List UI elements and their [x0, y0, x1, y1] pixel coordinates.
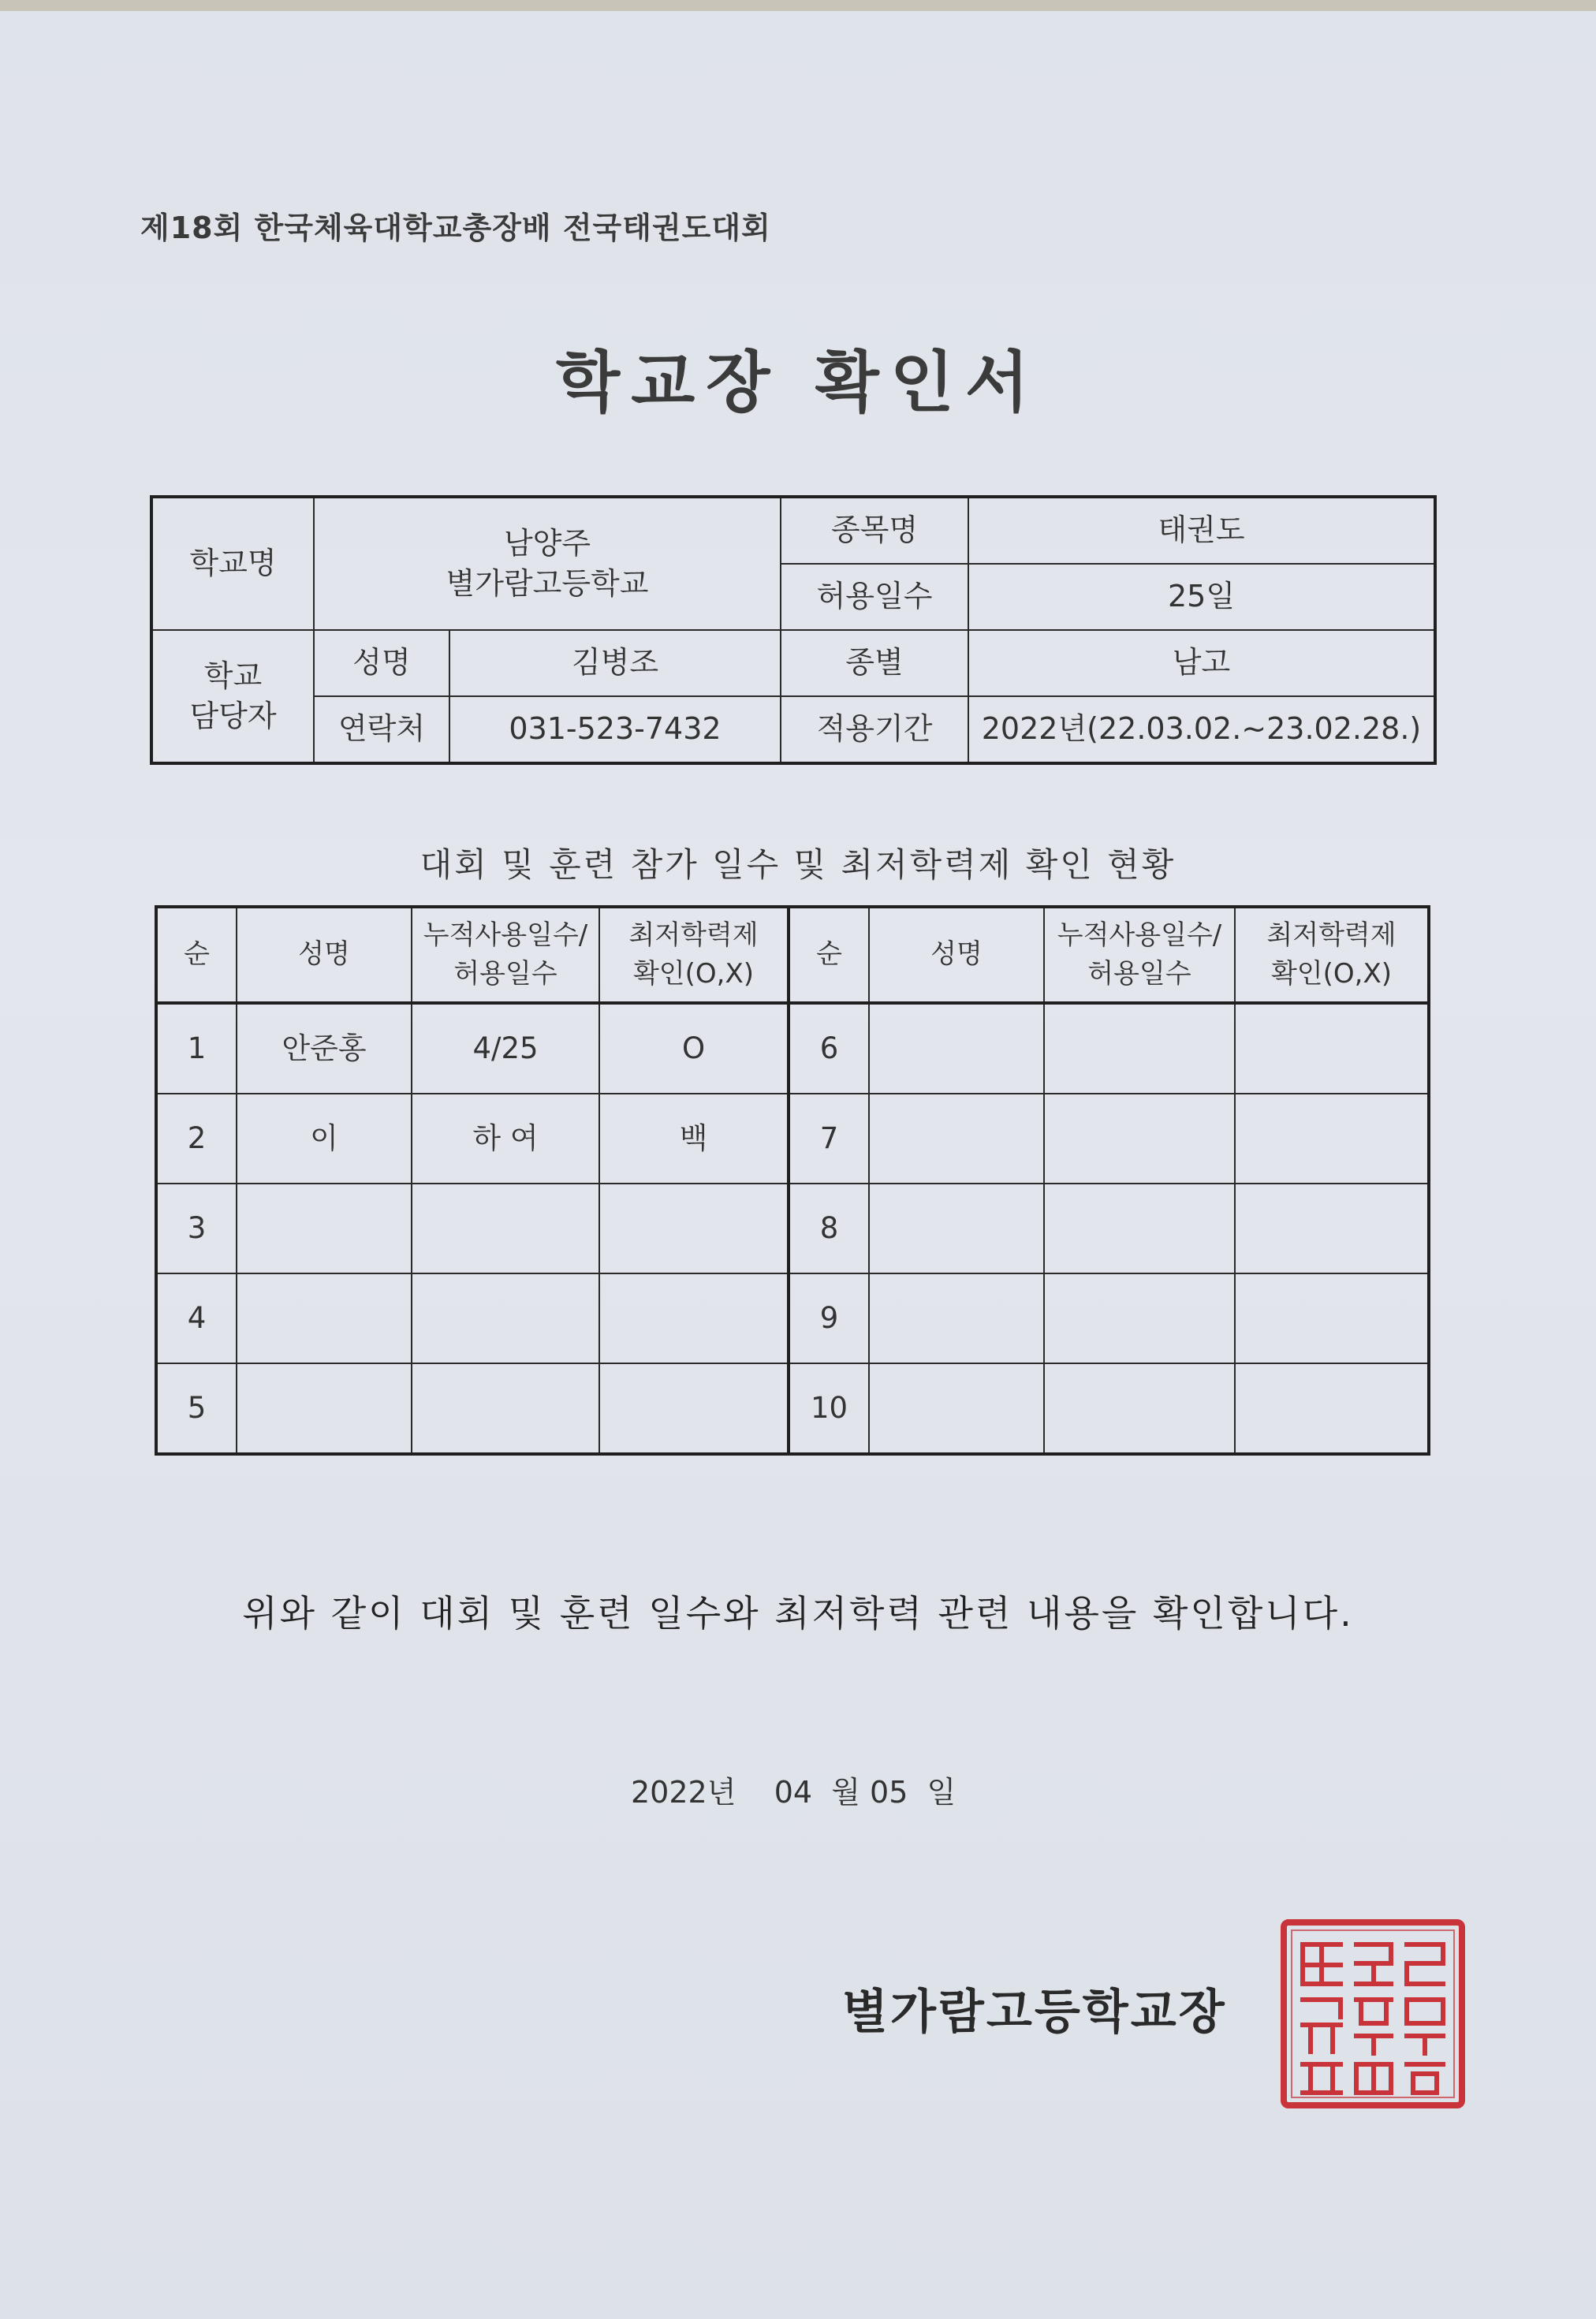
- confirmation-statement: 위와 같이 대회 및 훈련 일수와 최저학력 관련 내용을 확인합니다.: [242, 1592, 1354, 1635]
- row-no: 10: [789, 1363, 869, 1454]
- phone-label: 연락처: [314, 696, 449, 763]
- row-days: [412, 1363, 599, 1454]
- name-label: 성명: [314, 630, 449, 696]
- row-no: 4: [156, 1273, 237, 1363]
- row-name: [237, 1273, 412, 1363]
- row-min: [1235, 1273, 1429, 1363]
- header-days-line1: 누적사용일수/: [423, 919, 588, 951]
- contact-person-label-line2: 담당자: [189, 699, 277, 733]
- row-name: [869, 1003, 1044, 1094]
- row-days: 4/25: [412, 1003, 599, 1094]
- row-days: [1044, 1363, 1235, 1454]
- row-name: [869, 1094, 1044, 1184]
- participation-subtitle: 대회 및 훈련 참가 일수 및 최저학력제 확인 현황: [420, 845, 1176, 884]
- table-row: [156, 1094, 1429, 1184]
- row-name: 안준홍: [237, 1003, 412, 1094]
- school-name-label: 학교명: [151, 497, 314, 630]
- school-info-table: [150, 495, 1437, 765]
- participation-table: [155, 905, 1430, 1456]
- row-no: 2: [156, 1094, 237, 1184]
- header-name: 성명: [869, 907, 1044, 1003]
- row-name: [869, 1363, 1044, 1454]
- phone-value: 031-523-7432: [449, 696, 781, 763]
- allowed-days-label: 허용일수: [781, 564, 968, 630]
- row-no: 8: [789, 1184, 869, 1273]
- row-days: 하 여: [412, 1094, 599, 1184]
- allowed-days-value: 25일: [968, 564, 1435, 630]
- row-days: [412, 1273, 599, 1363]
- header-days-line1: 누적사용일수/: [1057, 919, 1222, 951]
- category-label: 종별: [781, 630, 968, 696]
- contact-person-label: [151, 630, 314, 763]
- row-days: [1044, 1003, 1235, 1094]
- header-min-line2: 확인(O,X): [1270, 958, 1393, 990]
- header-min-academic: [1235, 907, 1429, 1003]
- paper-top-edge: [0, 0, 1596, 11]
- row-name: [237, 1184, 412, 1273]
- table-row: [156, 1003, 1429, 1094]
- row-no: 1: [156, 1003, 237, 1094]
- header-min-line1: 최저학력제: [628, 919, 759, 951]
- row-min: [599, 1273, 789, 1363]
- header-days: [1044, 907, 1235, 1003]
- official-seal-stamp: [1279, 1918, 1467, 2110]
- header-no: 순: [789, 907, 869, 1003]
- row-days: [1044, 1094, 1235, 1184]
- header-min-line1: 최저학력제: [1266, 919, 1396, 951]
- row-min: [1235, 1363, 1429, 1454]
- header-min-line2: 확인(O,X): [632, 958, 755, 990]
- table-row: [156, 1184, 1429, 1273]
- row-min: 백: [599, 1094, 789, 1184]
- period-value: 2022년(22.03.02.~23.02.28.): [968, 696, 1435, 763]
- school-name-value: [314, 497, 781, 630]
- document-title: 학교장 확인서: [555, 344, 1041, 421]
- signer-title: 별가람고등학교장: [842, 1985, 1227, 2040]
- header-days: [412, 907, 599, 1003]
- row-name: 이: [237, 1094, 412, 1184]
- row-days: [1044, 1273, 1235, 1363]
- table-row: [156, 1363, 1429, 1454]
- row-min: [1235, 1094, 1429, 1184]
- participation-header-row: [156, 907, 1429, 1003]
- event-type-value: 태권도: [968, 497, 1435, 564]
- row-no: 3: [156, 1184, 237, 1273]
- row-name: [869, 1273, 1044, 1363]
- category-value: 남고: [968, 630, 1435, 696]
- header-min-academic: [599, 907, 789, 1003]
- event-title: 제18회 한국체육대학교총장배 전국태권도대회: [140, 211, 771, 245]
- school-name-line1: 남양주: [503, 525, 591, 561]
- row-no: 5: [156, 1363, 237, 1454]
- header-days-line2: 허용일수: [1087, 958, 1191, 990]
- period-label: 적용기간: [781, 696, 968, 763]
- row-min: [1235, 1184, 1429, 1273]
- name-value: 김병조: [449, 630, 781, 696]
- row-min: O: [599, 1003, 789, 1094]
- row-min: [599, 1184, 789, 1273]
- row-no: 9: [789, 1273, 869, 1363]
- row-min: [1235, 1003, 1429, 1094]
- header-name: 성명: [237, 907, 412, 1003]
- row-name: [237, 1363, 412, 1454]
- row-days: [1044, 1184, 1235, 1273]
- row-days: [412, 1184, 599, 1273]
- school-name-line2: 별가람고등학교: [446, 566, 649, 601]
- row-no: 6: [789, 1003, 869, 1094]
- row-min: [599, 1363, 789, 1454]
- header-days-line2: 허용일수: [453, 958, 557, 990]
- event-type-label: 종목명: [781, 497, 968, 564]
- header-no: 순: [156, 907, 237, 1003]
- row-no: 7: [789, 1094, 869, 1184]
- issue-date: 2022년 04 월 05 일: [631, 1775, 956, 1810]
- table-row: [156, 1273, 1429, 1363]
- contact-person-label-line1: 학교: [203, 658, 263, 693]
- row-name: [869, 1184, 1044, 1273]
